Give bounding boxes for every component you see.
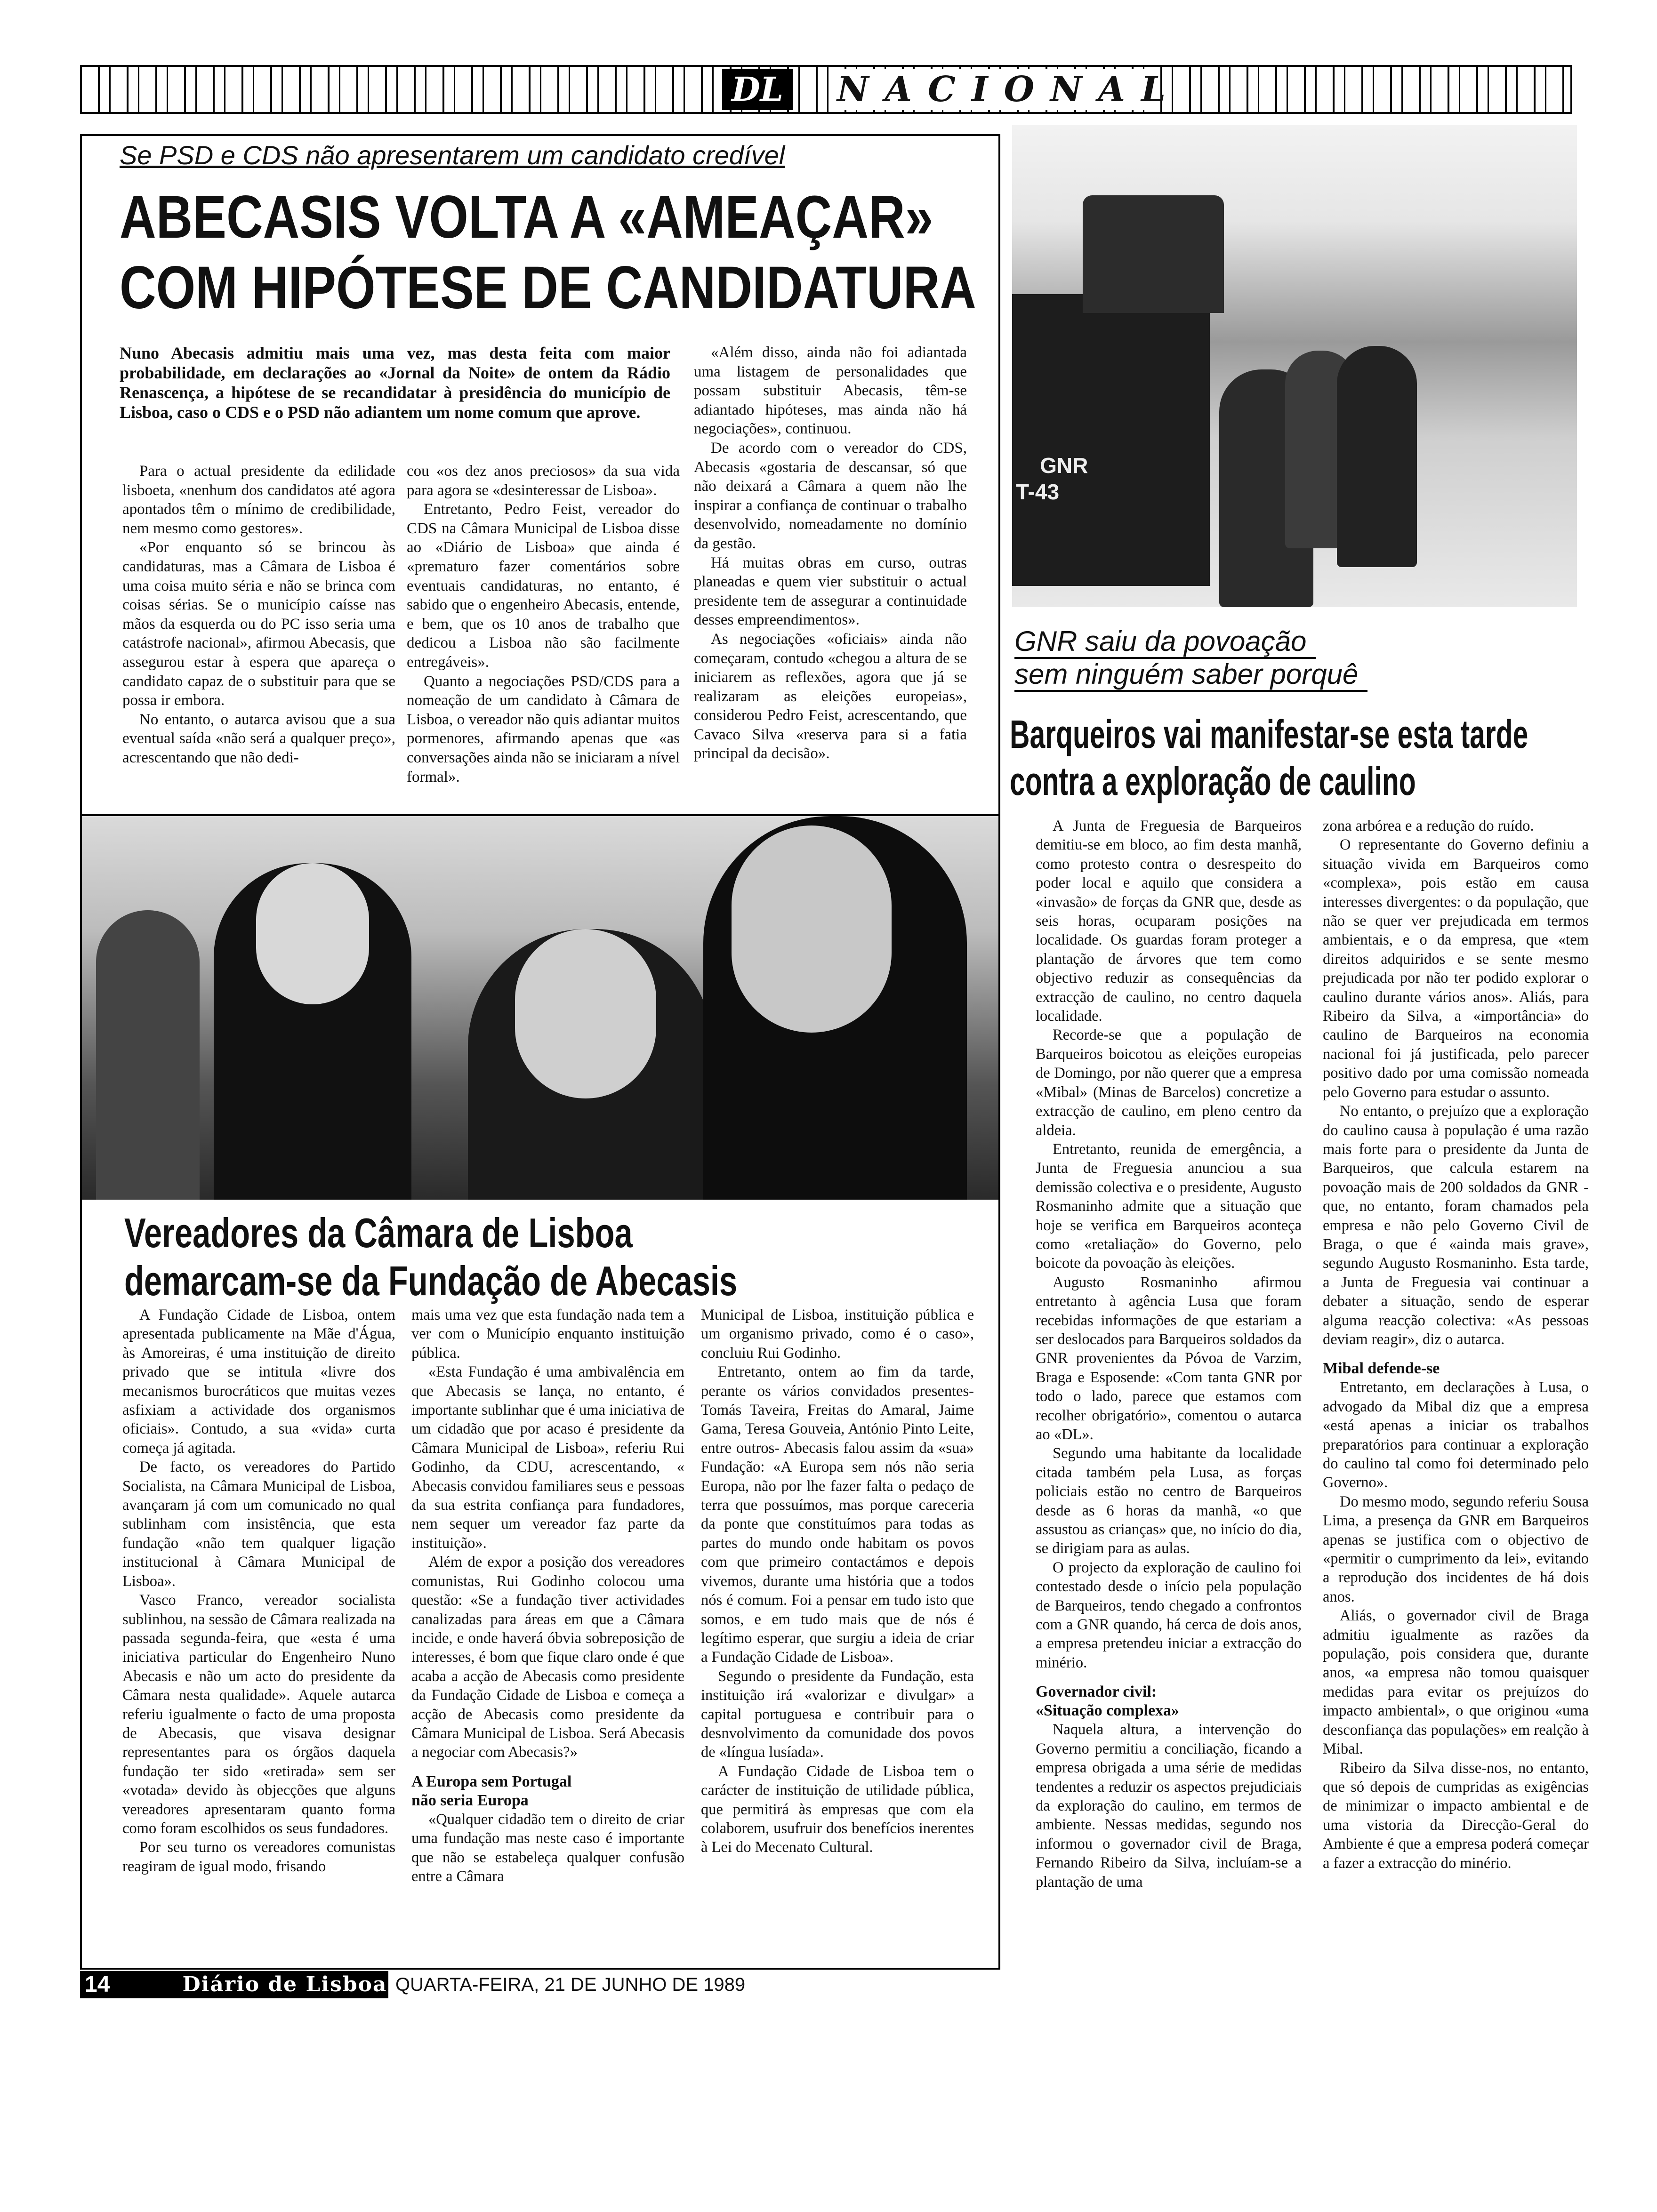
truck-shape: [1083, 195, 1224, 313]
headline-line-2: contra a exploração de caulino: [1010, 759, 1416, 803]
paragraph: «Esta Fundação é uma ambivalência em que Abecasis se lança, no entanto, é importante sublinhar que é uma iniciativa de um cidadão que por acaso é presidente da Câmara Municipal de Lisboa», referiu Rui Godinho, da CDU, acrescentando, « Abecasis convidou familiares seus e pessoas da sua estrita confiança para fundadores, nem sequer um vereador faz parte da instituição».: [411, 1363, 684, 1552]
story-fundacao: [80, 814, 1000, 1970]
kicker-text: Se PSD e CDS não apresentarem um candidato credível: [120, 140, 785, 170]
paragraph: As negociações «oficiais» ainda não começaram, contudo «chegou a altura de se iniciarem as reflexões, agora que já se realizaram as eleições europeias», considerou Pedro Feist, acrescentando, que Cavaco Silva «reserva para si a fatia principal da decisão».: [694, 630, 967, 762]
paragraph: Além de expor a posição dos vereadores comunistas, Rui Godinho colocou uma questão: «Se a fundação tiver actividades canalizadas para áreas em que a Câmara incide, e onde haverá óbvia sobreposição de interesses, é bom que fique claro onde é que acaba a acção de Abecasis como presidente da Fundação Cidade de Lisboa e começa a acção de Abecasis como presidente da Câmara Municipal de Lisboa. Será Abecasis a negociar com Abecasis?»: [411, 1554, 684, 1761]
section-banner: [80, 65, 1572, 114]
paragraph: O representante do Governo definiu a situação vivida em Barqueiros como «complexa», pois estão em causa interesses divergentes: o da população, que não se quer ver prejudicada em termos ambientais, e o da empresa, que «tem direitos adquiridos e se sente mesmo prejudicada por não ter podido explorar o caulino durante vários anos». Aliás, para Ribeiro da Silva, a «importância» do caulino de Barqueiros na economia nacional foi já justificada, pelo parecer positivo dado por uma comissão nomeada pelo Governo para estudar o assunto.: [1323, 836, 1589, 1101]
caption-line-2: sem ninguém saber porquê: [1014, 659, 1367, 692]
officials-photo: [82, 816, 998, 1200]
headline: [120, 182, 976, 323]
page-number-text: 14: [85, 1972, 110, 1997]
story-abecasis: [80, 134, 1000, 817]
paragraph: Entretanto, em declarações à Lusa, o advogado da Mibal diz que a empresa «está apenas a iniciar os trabalhos preparatórios para continuar a exploração do caulino tal como foi determinado pelo Governo».: [1323, 1379, 1589, 1491]
paragraph: Aliás, o governador civil de Braga admitiu igualmente as razões da população, pois considera que, durante anos, «a empresa não tomou quaisquer medidas para evitar os prejuízos do impacto ambiental», o que originou «uma desconfiança das populações» em realção à Mibal.: [1323, 1607, 1589, 1758]
dl-logo: [722, 69, 793, 110]
section-label: NACIONAL: [837, 69, 1182, 110]
paragraph: Entretanto, reunida de emergência, a Junta de Freguesia anunciou a sua demissão colectiva e o presidente, Augusto Rosmaninho admite que a situação que hoje se verifica em Barqueiros aconteça como «retaliação» do Governo, pelo boicote da povoação às eleições.: [1036, 1140, 1302, 1272]
paragraph: cou «os dez anos preciosos» da sua vida para agora se «desinteressar de Lisboa».: [407, 463, 680, 499]
paragraph: No entanto, o autarca avisou que a sua eventual saída «não será a qualquer preço», acrescentando que não dedi-: [122, 711, 395, 766]
paper-name: [181, 1971, 388, 1998]
paragraph: Vasco Franco, vereador socialista sublinhou, na sessão de Câmara realizada na passada segunda-feira, que «esta é uma iniciativa particular do Engenheiro Nuno Abecasis e não um acto do presidente da Câmara nesta qualidade». Aquele autarca referiu igualmente o facto de uma proposta de Abecasis, que visava designar representantes para os órgãos daquela fundação ter sido «retirada» sem ser «votada» devido às objecções que alguns vereadores apresentaram quanto forma como foram escolhidos os seus fundadores.: [122, 1592, 395, 1837]
paragraph: Naquela altura, a intervenção do Governo permitiu a conciliação, ficando a empresa obrigada a uma série de medidas tendentes a reduzir os aspectos prejudiciais da exploração do caulino, em termos de ambiente. Nessas medidas, segundo nos informou o governador civil de Braga, Fernando Ribeiro da Silva, incluíam-se a plantação de uma: [1036, 1721, 1302, 1891]
paragraph: mais uma vez que esta fundação nada tem a ver com o Município enquanto instituição pública.: [411, 1306, 684, 1362]
person-figure: [96, 910, 200, 1200]
section-title: [830, 69, 1182, 110]
paragraph: A Junta de Freguesia de Barqueiros demitiu-se em bloco, ao fim desta manhã, como protesto contra o desrespeito do poder local e aquilo que considera a «invasão» de forças da GNR que, desde as seis horas, ocuparam posições na localidade. Os guardas foram proteger a plantação de árvores que tem como objectivo reduzir as consequências da extracção de caulino, no centro daquela localidade.: [1036, 817, 1302, 1025]
story1-col3: [694, 343, 967, 763]
paragraph: Quanto a negociações PSD/CDS para a nomeação de um candidato à Câmara de Lisboa, o vereador não quis adiantar muitos pormenores, afirmando apenas que «as conversações ainda não se iniciaram a nível formal».: [407, 673, 680, 785]
paragraph: Segundo uma habitante da localidade citada também pela Lusa, as forças policiais estão no centro de Barqueiros desde as 6 horas da manhã, «o que assustou as crianças» que, no início do dia, se dirigiam para as aulas.: [1036, 1445, 1302, 1557]
caption-line-1: GNR saiu da povoação: [1014, 626, 1316, 659]
story1-col2: [407, 462, 680, 786]
headline-line-1: Barqueiros vai manifestar-se esta tarde: [1010, 712, 1528, 756]
subheading: Mibal defende-se: [1323, 1360, 1440, 1378]
headline: [124, 1209, 822, 1305]
paragraph: Segundo o presidente da Fundação, esta instituição irá «valorizar e divulgar» a capital portuguesa e contribuir para o desnvolvimento da comunidade dos povos de «língua lusíada».: [701, 1667, 974, 1761]
paragraph: Por seu turno os vereadores comunistas reagiram de igual modo, frisando: [122, 1839, 395, 1875]
story2-col2: [411, 1306, 684, 1886]
paragraph: A Fundação Cidade de Lisboa, ontem apresentada publicamente na Mãe d'Água, às Amoreiras, é uma instituição de direito privado que se intitula «livre dos mecanismos burocráticos que muitas vezes asfixiam a actividade dos organismos oficiais». Contudo, a sua «vida» curta começa já agitada.: [122, 1306, 395, 1457]
lead-paragraph: [120, 343, 670, 422]
story3-col1: [1036, 817, 1302, 1891]
person-face: [515, 929, 656, 1098]
headline-line-1: Vereadores da Câmara de Lisboa: [124, 1210, 633, 1256]
paragraph: Entretanto, ontem ao fim da tarde, perante os vários convidados presentes- Tomás Taveira, Freitas do Amaral, Jaime Gama, Teresa Gouveia, António Pinto Leite, entre outros- Abecasis falou assim da «sua» Fundação: «A Europa sem nós não seria Europa, não por lhe fazer falta o pedaço de terra que possuímos, mas porque careceria da ponte que constituímos para todas as partes do mundo onde habitam os povos com que primeiro contactámos e depois vivemos, durante uma história que a todos nós é comum. Foi a pensar em tudo isto que somos, e em tudo mais que de nós é legítimo esperar, que surgiu a ideia de criar a Fundação Cidade de Lisboa».: [701, 1363, 974, 1666]
story-barqueiros-headline: [1010, 711, 1586, 805]
paragraph: De facto, os vereadores do Partido Socialista, na Câmara Municipal de Lisboa, avançaram já com um comunicado no qual sublinham com insistência, que esta fundação «não tem qualquer ligação institucional à Câmara Municipal de Lisboa».: [122, 1459, 395, 1590]
subheading: Governador civil: «Situação complexa»: [1036, 1683, 1180, 1720]
paragraph: Ribeiro da Silva disse-nos, no entanto, que só depois de cumpridas as exigências de minimizar o impacto ambiental e de uma vistoria da Direcção-Geral do Ambiente é que a empresa poderá começar a fazer a extracção do minério.: [1323, 1759, 1589, 1872]
vehicle-plate: [1016, 426, 1088, 531]
headline-line-2: demarcam-se da Fundação de Abecasis: [124, 1258, 738, 1304]
paragraph: Entretanto, Pedro Feist, vereador do CDS na Câmara Municipal de Lisboa disse ao «Diário de Lisboa» que ainda é «prematuro fazer comentários sobre eventuais candidaturas, no entanto, é sabido que o engenheiro Abecasis, entende, e bem, que os 10 anos de trabalho que dedicou a Lisboa não são facilmente entregáveis».: [407, 501, 680, 671]
paragraph: De acordo com o vereador do CDS, Abecasis «gostaria de descansar, só que não deixará a Câmara a quem não lhe inspirar a confiança de continuar o trabalho desenvolvido, nomeadamente no domínio da gestão.: [694, 439, 967, 552]
paragraph: zona arbórea e a redução do ruído.: [1323, 817, 1534, 834]
lead-text: Nuno Abecasis admitiu mais uma vez, mas desta feita com maior probabilidade, em declarações ao «Jornal da Noite» de ontem da Rádio Renascença, a hipótese de se recandidatar à presidência do município de Lisboa, caso o CDS e o PSD não adiantem um nome comum que aprove.: [120, 344, 670, 422]
paragraph: Há muitas obras em curso, outras planeadas e quem vier substituir o actual presidente tem de assegurar a continuidade desses empreendimentos».: [694, 554, 967, 629]
plate-text: GNR T-43: [1016, 453, 1088, 504]
photo-caption: [1014, 626, 1657, 692]
logo-text: DL: [732, 70, 783, 109]
story1-col1: [122, 462, 395, 768]
story2-col3: [701, 1306, 974, 1857]
kicker: [120, 140, 785, 171]
subheading: A Europa sem Portugal não seria Europa: [411, 1772, 572, 1809]
paragraph: A Fundação Cidade de Lisboa tem o carácter de instituição de utilidade pública, que permitirá às empresas que com ela colaborem, usufruir dos benefícios inerentes à Lei do Mecenato Cultural.: [701, 1763, 974, 1856]
page-footer: [80, 1971, 1572, 2004]
gnr-photo: [1012, 125, 1577, 607]
page-number: [80, 1971, 181, 1998]
story2-col1: [122, 1306, 395, 1876]
headline-line-1: ABECASIS VOLTA A «AMEAÇAR»: [120, 184, 933, 251]
story3-col2: [1323, 817, 1589, 1873]
paper-name-text: Diário de Lisboa: [182, 1972, 387, 1996]
issue-date: [395, 1971, 745, 1998]
person-face: [256, 863, 369, 1004]
paragraph: Recorde-se que a população de Barqueiros boicotou as eleições europeias de Domingo, por não querer que a empresa «Mibal» (Minas de Barcelos) concretize a extracção de caulino, em pleno centro da aldeia.: [1036, 1026, 1302, 1139]
paragraph: Augusto Rosmaninho afirmou entretanto à agência Lusa que foram recebidas informações de que estariam a ser deslocados para Barqueiros soldados da GNR provenientes da Póvoa de Varzim, Braga e Esposende: «Com tanta GNR por todo o lado, parece que estamos com recolher obrigatório», comentou o autarca ao «DL».: [1036, 1274, 1302, 1443]
headline-line-2: COM HIPÓTESE DE CANDIDATURA: [120, 254, 976, 321]
paragraph: «Além disso, ainda não foi adiantada uma listagem de personalidades que possam substituir Abecasis, têm-se adiantado hipóteses, mas ainda não há negociações», continuou.: [694, 344, 967, 438]
paragraph: O projecto da exploração de caulino foi contestado desde o início pela população de Barqueiros, tendo chegado a confrontos com a GNR quando, há cerca de dois anos, a empresa pretendeu iniciar a extracção do minério.: [1036, 1559, 1302, 1671]
paragraph: Para o actual presidente da edilidade lisboeta, «nenhum dos candidatos até agora apontados têm o mínimo de credibilidade, nem mesmo como gestores».: [122, 463, 395, 537]
paragraph: Municipal de Lisboa, instituição pública e um organismo privado, como é o caso», concluiu Rui Godinho.: [701, 1306, 974, 1362]
paragraph: «Qualquer cidadão tem o direito de criar uma fundação mas neste caso é importante que não se estabeleça qualquer confusão entre a Câmara: [411, 1811, 684, 1885]
paragraph: «Por enquanto só se brincou às candidaturas, mas a Câmara de Lisboa é uma coisa muito séria e não se brinca com coisas sérias. Se o município caísse nas mãos da esquerda ou do PC isso seria uma catástrofe nacional», afirmou Abecasis, que assegurou estar à espera que apareça o candidato capaz de o substituir para que se possa ir embora.: [122, 539, 395, 709]
issue-date-text: QUARTA-FEIRA, 21 DE JUNHO DE 1989: [395, 1974, 746, 1995]
person-face: [732, 825, 892, 1033]
soldier-figure: [1337, 346, 1417, 567]
paragraph: Do mesmo modo, segundo referiu Sousa Lima, a presença da GNR em Barqueiros apenas se justifica com o objectivo de «permitir o cumprimento da lei», evitando a reprodução dos incidentes de há dois anos.: [1323, 1493, 1589, 1605]
paragraph: No entanto, o prejuízo que a exploração do caulino causa à população é uma razão mais forte para o presidente da Junta de Barqueiros, que calcula estarem na povoação mais de 200 soldados da GNR - que, no entanto, foram chamados pela empresa e não pelo Governo Civil de Braga, o que é «ainda mais grave», segundo Augusto Rosmaninho. Esta tarde, a Junta de Freguesia vai continuar a debater a situação, sendo de esperar alguma reacção colectiva: «As pessoas deviam reagir», diz o autarca.: [1323, 1103, 1589, 1348]
